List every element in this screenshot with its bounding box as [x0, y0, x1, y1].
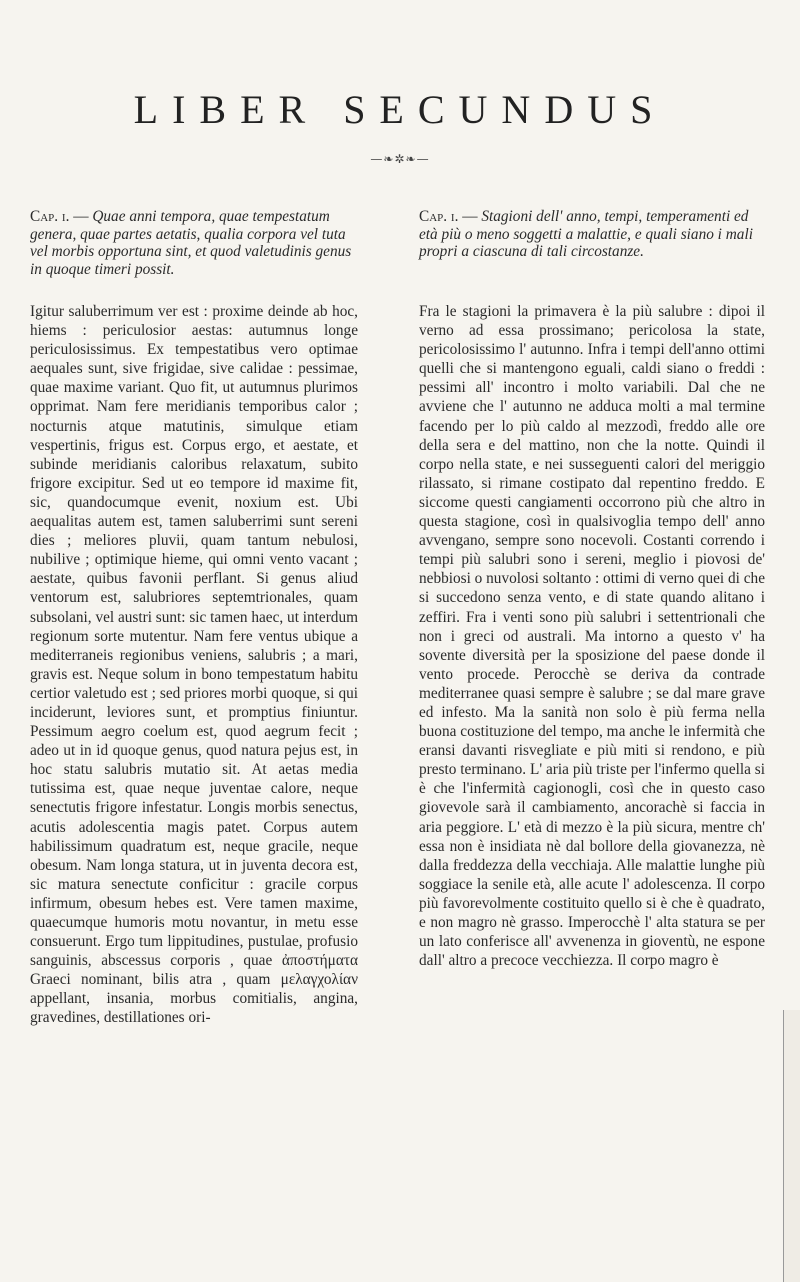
- latin-chapter-title: Quae anni tempora, quae tempestatum genera, quae partes aetatis, qualia corpora vel tuta vel morbis opportuna sint, et quod valetudinis genus in quoque timeri possit.: [30, 208, 352, 278]
- italian-chapter-heading: [419, 208, 765, 278]
- ornament-divider: —❧✲❧—: [370, 152, 430, 166]
- italian-column: [419, 208, 765, 970]
- italian-body-text: Fra le stagioni la primavera è la più salubre : dipoi il verno ad essa prossimano; pericolosa la state, pericolosissimo l' autunno. Infra i tempi dell'anno ottimi quelli che si mantengono eguali, caldi siano o freddi : pessimi all' incontro i molto variabili. Dal che ne avviene che l' autunno ne adduca molti a mal termine facendo per lo più caldo al mezzodì, freddo alle ore della sera e del mattino, non che la notte. Quindi il corpo nella state, e nei susseguenti calori del meriggio rilassato, si rimane costipato dal repentino freddo. E siccome questi cangiamenti occorrono più che altro in questa stagione, così in qualsivoglia tempo dell' anno avvengano, sempre sono nocevoli. Costanti correndo i tempi più salubri sono i sereni, meglio i piovosi de' nebbiosi o nuvolosi soltanto : ottimi di verno quei di che si succedono senza vento, e di state quando alitano i zeffiri. Fra i venti sono più salubri i settentrionali che non i greci od australi. Ma intorno a questo v' ha sovente diversità per la sposizione del paese donde il vento procede. Perocchè se deriva da contrade mediterranee quasi sempre è salubre ; se dal mare grave ed infesto. Ma la sanità non solo è più ferma nella buona costituzione del tempo, ma anche le infermità che eransi davanti risvegliate e più miti si rendono, e più presto terminano. L' aria più triste per l'infermo quella si è che l'infermità cagionogli, così che in questo caso giovevole sarà il cambiamento, ancorachè si faccia in aria peggiore. L' età di mezzo è la più sicura, mentre ch' essa non è insidiata nè dal bollore della giovanezza, nè dalla freddezza della vecchiaja. Alle malattie lunghe più soggiace la senile età, alle acute l' adolescenza. Il corpo più favorevolmente costituito quello si è che è quadrato, e non magro nè grasso. Imperocchè l' alta statura se per un lato conferisce all' avvenenza in gioventù, ne espone dall' altro a precoce vecchiezza. Il corpo magro è: [419, 303, 765, 970]
- latin-body-text: Igitur saluberrimum ver est : proxime deinde ab hoc, hiems : periculosior aestas: autumnus longe periculosissimus. Ex tempestatibus vero optimae aequales sunt, sive frigidae, sive calidae : pessimae, quae maxime variant. Quo fit, ut autumnus plurimos opprimat. Nam fere meridianis temporibus calor ; nocturnis atque matutinis, simulque etiam vespertinis, frigus est. Corpus ergo, et aestate, et subinde meridianis caloribus relaxatum, subito frigore excipitur. Sed ut eo tempore id maxime fit, sic, quandocumque evenit, noxium est. Ubi aequalitas autem est, tamen saluberrimi sunt sereni dies ; meliores pluvii, quam tantum nebulosi, nubilive ; optimique hieme, qui omni vento vacant ; aestate, quibus favonii perflant. Si genus aliud ventorum est, salubriores septemtrionales, quam subsolani, vel austri sunt: sic tamen haec, ut interdum regionum sorte mutentur. Nam fere ventus ubique a mediterraneis regionibus veniens, salubris ; a mari, gravis est. Neque solum in bono tempestatum habitu certior valetudo est ; sed priores morbi quoque, si qui inciderunt, leviores sunt, et promptius finiuntur. Pessimum aegro coelum est, quod aegrum fecit ; adeo ut in id quoque genus, quod natura pejus est, in hoc statu salubris mutatio sit. At aetas media tutissima est, quae neque juventae calore, neque senectutis frigore infestatur. Longis morbis senectus, acutis adolescentia magis patet. Corpus autem habilissimum quadratum est, neque gracile, neque obesum. Nam longa statura, ut in juventa decora est, sic matura senectute conficitur : gracile corpus infirmum, obesum hebes est. Vere tamen maxime, quaecumque humoris motu novantur, in metu esse consuerunt. Ergo tum lippitudines, pustulae, profusio sanguinis, abscessus corporis , quae ἀποστήματα Graeci nominant, bilis atra , quam μελαγχολίαν appellant, insania, morbus comitialis, angina, gravedines, destillationes ori-: [30, 303, 358, 1027]
- italian-chapter-title: Stagioni dell' anno, tempi, temperamenti ed età più o meno soggetti a malattie, e quali siano i mali propri a ciascuna di tali circostanze.: [419, 208, 753, 260]
- latin-chapter-heading: [30, 208, 358, 278]
- italian-chapter-label: Cap. i. —: [419, 208, 478, 225]
- book-title: LIBER SECUNDUS: [133, 87, 667, 132]
- latin-chapter-label: Cap. i. —: [30, 208, 89, 225]
- latin-column: [30, 208, 358, 1028]
- page-edge: [783, 1010, 800, 1282]
